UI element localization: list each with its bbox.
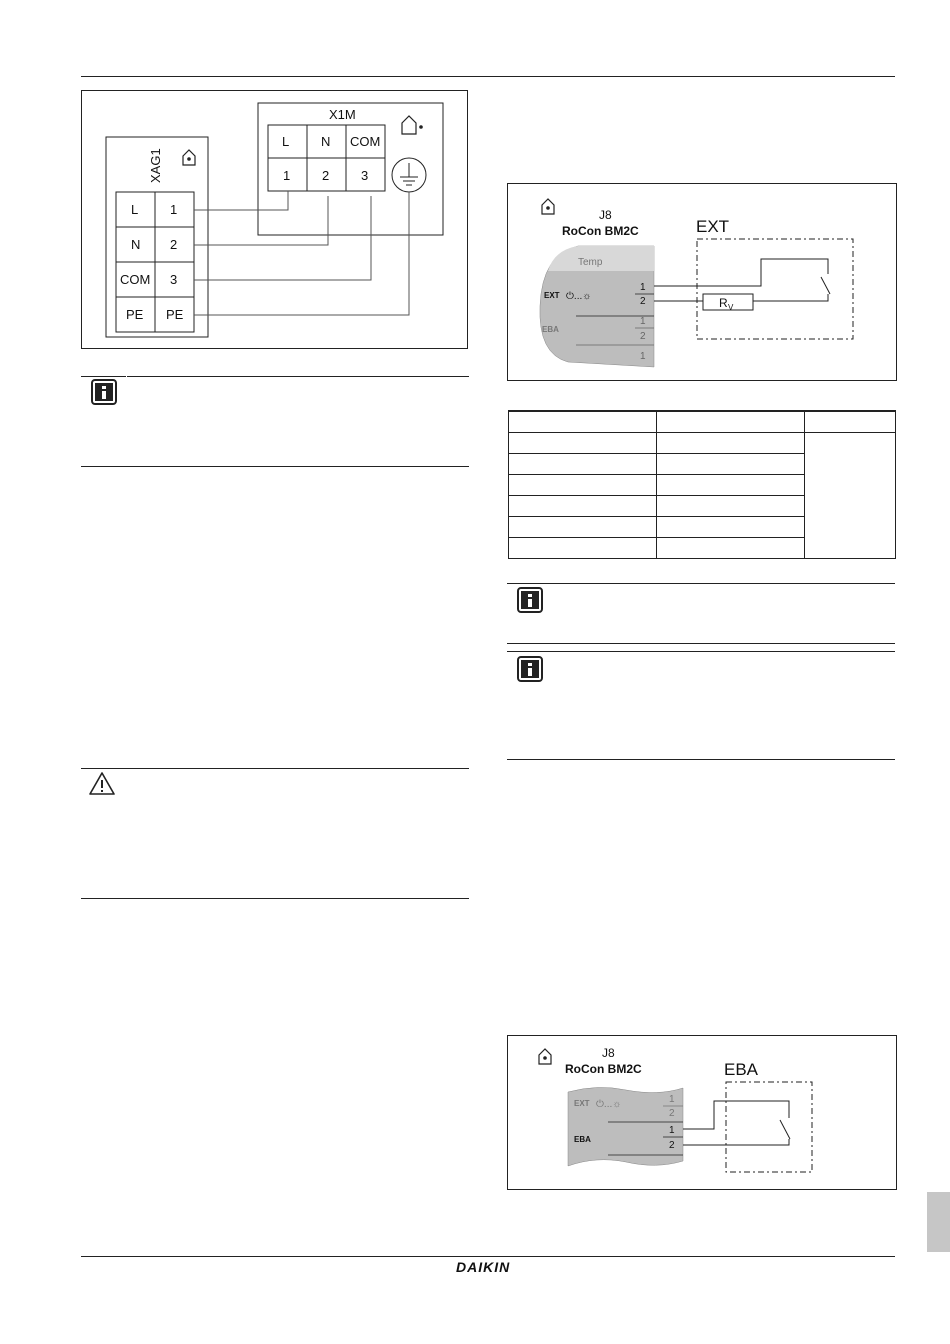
note-divider: [126, 376, 127, 380]
wires: [194, 191, 409, 315]
controller-label: RoCon BM2C: [565, 1062, 642, 1076]
warning-icon: [89, 771, 115, 797]
eba-label: EBA: [574, 1135, 591, 1144]
x1m-bottom-2: 3: [361, 168, 369, 183]
warning-rule-top: [81, 768, 469, 769]
eba-pin-2: 2: [640, 331, 646, 342]
header-rule: [81, 76, 895, 77]
home-icon: [183, 150, 195, 165]
x1m-top-1: N: [321, 134, 331, 149]
note-rule-top: [81, 376, 469, 377]
temp-label: Temp: [578, 257, 603, 268]
xag1-row2-a: COM: [120, 272, 151, 287]
power-symbol: ⏻...☼: [566, 291, 592, 302]
warning-rule-bottom: [81, 898, 469, 899]
note3-rule-bottom: [507, 643, 895, 644]
eba-pin-1: 1: [669, 1125, 675, 1136]
xag1-row0-a: L: [131, 202, 139, 217]
controller-label: RoCon BM2C: [562, 224, 639, 238]
xag1-row3-a: PE: [126, 307, 144, 322]
ext-pin-1: 1: [640, 282, 646, 293]
xag1-row3-b: PE: [166, 307, 184, 322]
note3-rule-top: [507, 583, 895, 584]
ext-pin-2: 2: [669, 1108, 675, 1119]
eba-box-label: EBA: [724, 1060, 759, 1079]
home-icon: [542, 199, 554, 214]
xag1-row0-b: 1: [170, 202, 178, 217]
power-symbol: ⏻...☼: [596, 1099, 622, 1110]
ground-icon: [392, 158, 426, 192]
info-icon: [517, 587, 543, 613]
ext-label: EXT: [544, 291, 560, 300]
connector-label: J8: [602, 1046, 615, 1060]
home-icon: [539, 1049, 551, 1064]
xag1-row1-a: N: [131, 237, 141, 252]
info-icon: [91, 379, 117, 405]
daikin-logo: DAIKIN: [456, 1259, 511, 1275]
wiring-figure-eba: [507, 1035, 897, 1190]
table-header: [509, 411, 896, 433]
eba-pin-2: 2: [669, 1140, 675, 1151]
resistor-sub: V: [728, 303, 734, 312]
footer-rule: [81, 1256, 895, 1257]
eba-label: EBA: [542, 325, 559, 334]
info-icon: [517, 656, 543, 682]
x1m-label: X1M: [329, 107, 356, 122]
data-table: [508, 410, 896, 559]
note4-rule-bottom: [507, 759, 895, 760]
extra-pin: 1: [640, 351, 646, 362]
x1m-top-0: L: [282, 134, 290, 149]
note4-rule-top: [507, 651, 895, 652]
home-icon: [402, 116, 423, 134]
x1m-top-2: COM: [350, 134, 381, 149]
eba-pin-1: 1: [640, 316, 646, 327]
ext-pin-1: 1: [669, 1094, 675, 1105]
wiring-figure-xag1: [81, 90, 468, 349]
x1m-bottom-0: 1: [283, 168, 291, 183]
xag1-row1-b: 2: [170, 237, 178, 252]
xag1-row2-b: 3: [170, 272, 178, 287]
resistor-label: R: [719, 296, 728, 310]
x1m-bottom-1: 2: [322, 168, 330, 183]
ext-box-label: EXT: [696, 217, 730, 236]
xag1-label: XAG1: [148, 148, 163, 183]
side-tab: [927, 1192, 950, 1252]
note-rule-bottom: [81, 466, 469, 467]
ext-pin-2: 2: [640, 296, 646, 307]
connector-label: J8: [599, 208, 612, 222]
ext-label: EXT: [574, 1099, 590, 1108]
table-row: [509, 433, 896, 454]
wiring-figure-ext: [507, 183, 897, 381]
